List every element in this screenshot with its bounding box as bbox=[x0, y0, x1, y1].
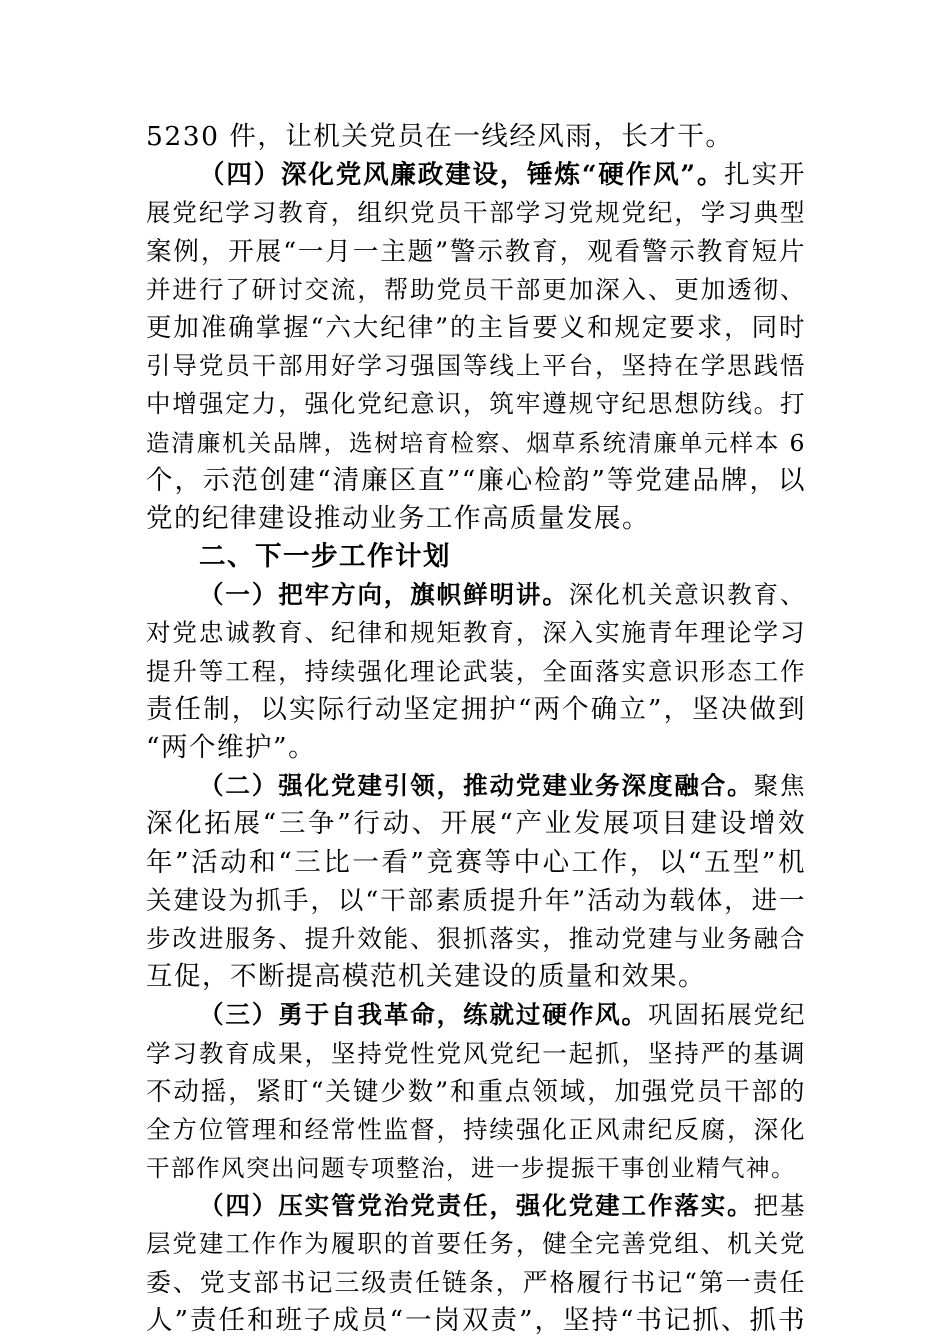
text-line: 展党纪学习教育，组织党员干部学习党规党纪，学习典型 bbox=[146, 198, 806, 228]
paragraph-lead: （四）深化党风廉政建设，锤炼“硬作风”。 bbox=[199, 160, 725, 191]
text-line: 造清廉机关品牌，选树培育检察、烟草系统清廉单元样本 6 bbox=[146, 428, 806, 457]
paragraph-first-line bbox=[146, 156, 806, 194]
paragraph-first-line bbox=[146, 996, 806, 1034]
text-line: 提升等工程，持续强化理论武装，全面落实意识形态工作 bbox=[146, 656, 806, 686]
text-line: 5230 件，让机关党员在一线经风雨，长才干。 bbox=[146, 121, 734, 152]
paragraph-lead: （二）强化党建引领，推动党建业务深度融合。 bbox=[199, 771, 754, 801]
paragraph-text: 聚焦 bbox=[753, 771, 807, 801]
text-line: 全方位管理和经常性监督，持续强化正风肃纪反腐，深化 bbox=[146, 1114, 806, 1144]
text-line: 层党建工作作为履职的首要任务，健全完善党组、机关党 bbox=[146, 1229, 806, 1259]
paragraph-text: 深化机关意识教育、 bbox=[568, 580, 807, 610]
paragraph-text: 把基 bbox=[753, 1191, 807, 1221]
document-page bbox=[146, 118, 806, 1340]
text-line: 关建设为抓手，以“干部素质提升年”活动为载体，进一 bbox=[146, 885, 806, 916]
text-line: 并进行了研讨交流，帮助党员干部更加深入、更加透彻、 bbox=[146, 274, 806, 304]
text-line: 不动摇，紧盯“关键少数”和重点领域，加强党员干部的 bbox=[146, 1076, 806, 1107]
paragraph-text: 扎实开 bbox=[724, 160, 806, 191]
text-line: 中增强定力，强化党纪意识，筑牢遵规守纪思想防线。打 bbox=[146, 389, 806, 419]
text-line: 深化拓展“三争”行动、开展“产业发展项目建设增效 bbox=[146, 808, 806, 840]
text-line: 对党忠诚教育、纪律和规矩教育，深入实施青年理论学习 bbox=[146, 618, 806, 648]
text-line: 委、党支部书记三级责任链条，严格履行书记“第一责任 bbox=[146, 1267, 806, 1297]
text-line: “两个维护”。 bbox=[146, 732, 317, 763]
text-line: 互促，不断提高模范机关建设的质量和效果。 bbox=[146, 961, 706, 993]
text-line: 步改进服务、提升效能、狠抓落实，推动党建与业务融合 bbox=[146, 923, 806, 953]
paragraph-lead: （三）勇于自我革命，练就过硬作风。 bbox=[199, 1000, 648, 1030]
text-line: 干部作风突出问题专项整治，进一步提振干事创业精气神。 bbox=[146, 1154, 796, 1183]
text-line: 年”活动和“三比一看”竞赛等中心工作，以“五型”机 bbox=[146, 846, 806, 878]
paragraph-first-line bbox=[146, 576, 806, 614]
text-line: 案例，开展“一月一主题”警示教育，观看警示教育短片 bbox=[146, 236, 806, 267]
text-line: 个，示范创建“清廉区直”“廉心检韵”等党建品牌，以 bbox=[146, 464, 806, 496]
text-line: 更加准确掌握“六大纪律”的主旨要义和规定要求，同时 bbox=[146, 312, 806, 343]
paragraph-lead: （一）把牢方向，旗帜鲜明讲。 bbox=[199, 580, 569, 610]
paragraph-lead: （四）压实管党治党责任，强化党建工作落实。 bbox=[199, 1191, 754, 1221]
text-line: 学习教育成果，坚持党性党风党纪一起抓，坚持严的基调 bbox=[146, 1038, 806, 1068]
text-line: 引导党员干部用好学习强国等线上平台，坚持在学思践悟 bbox=[146, 351, 806, 381]
paragraph-first-line bbox=[146, 1187, 806, 1225]
text-line: 人”责任和班子成员“一岗双责”，坚持“书记抓、抓书 bbox=[146, 1304, 806, 1336]
text-line: 责任制，以实际行动坚定拥护“两个确立”，坚决做到 bbox=[146, 693, 806, 725]
text-line: 党的纪律建设推动业务工作高质量发展。 bbox=[146, 502, 650, 534]
section-heading: 二、下一步工作计划 bbox=[199, 541, 451, 573]
paragraph-first-line bbox=[146, 767, 806, 805]
paragraph-text: 巩固拓展党纪 bbox=[647, 1000, 806, 1030]
